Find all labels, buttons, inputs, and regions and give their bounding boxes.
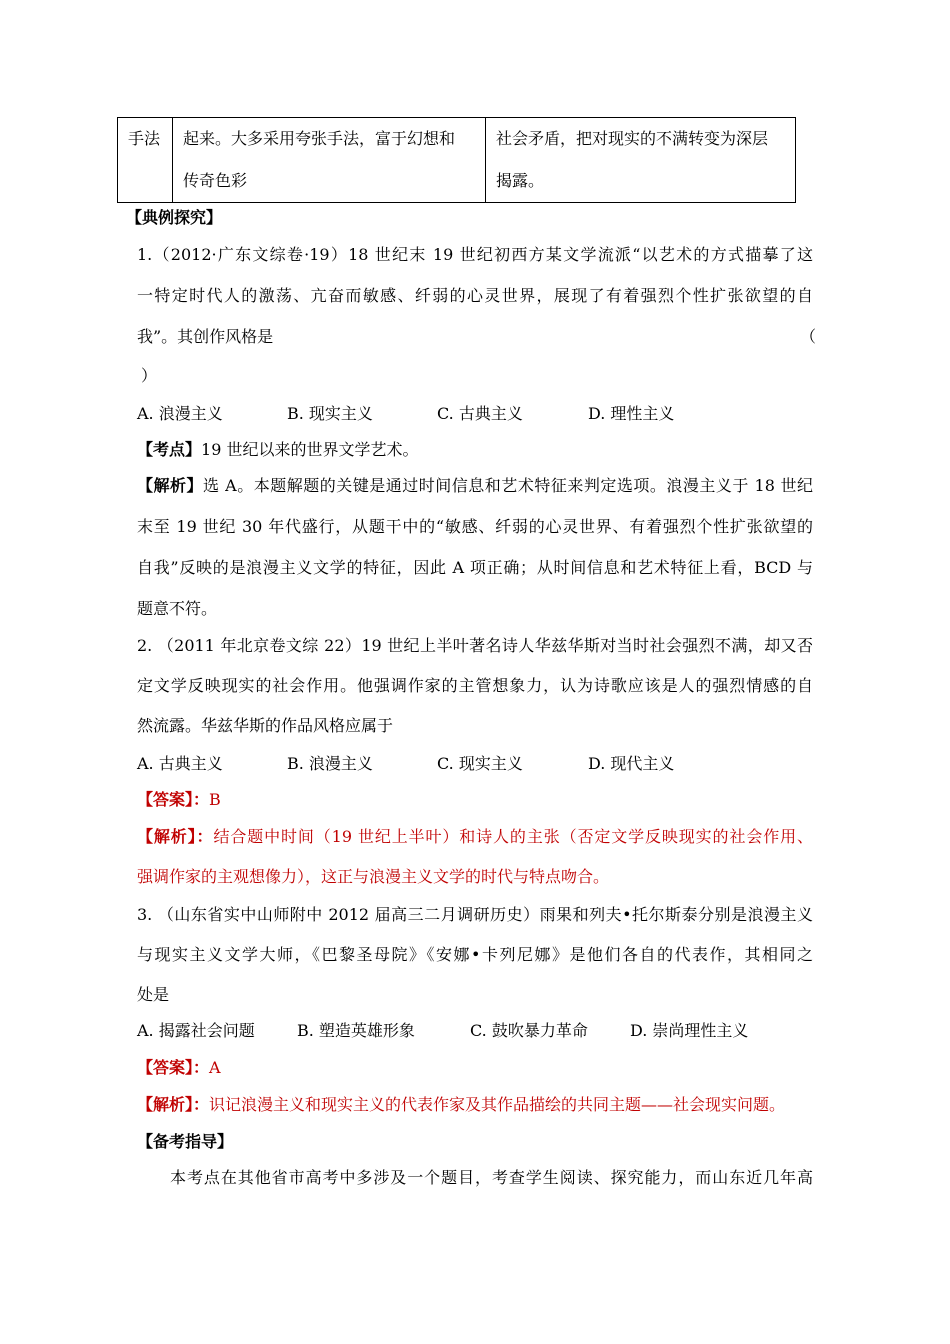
q1-line-1: 1.（2012·广东文综卷·19）18 世纪末 19 世纪初西方某文学流派“以艺术的方式描摹了这 xyxy=(137,245,813,264)
kaodian-text: 19 世纪以来的世界文学艺术。 xyxy=(201,440,419,459)
jiexi-label: 【解析】 xyxy=(137,476,204,495)
section-heading-examples: 【典例探究】 xyxy=(126,208,223,227)
section-heading-guide: 【备考指导】 xyxy=(137,1132,234,1151)
q1-line-2: 一特定时代人的激荡、亢奋而敏感、纤弱的心灵世界，展现了有着强烈个性扩张欲望的自 xyxy=(137,286,813,305)
jiexi-text: 选 A。本题解题的关键是通过时间信息和艺术特征来判定选项。浪漫主义于 18 世纪 xyxy=(203,476,813,495)
q3-line-3: 处是 xyxy=(137,985,170,1004)
q2-jiexi-line-1 xyxy=(137,827,813,847)
q3-line-1: 3. （山东省实中山师附中 2012 届高三二月调研历史）雨果和列夫•托尔斯泰分别是浪漫主义 xyxy=(137,905,813,924)
q1-option-b: B. 现实主义 xyxy=(287,404,373,423)
answer-value: B xyxy=(209,790,221,809)
q1-line-3: 我”。其创作风格是 xyxy=(137,327,274,346)
table-row xyxy=(118,118,796,203)
q2-option-a: A. 古典主义 xyxy=(137,754,223,773)
cell-text: 手法 xyxy=(128,129,161,148)
guide-line-1: 本考点在其他省市高考中多涉及一个题目，考查学生阅读、探究能力，而山东近几年高 xyxy=(170,1168,813,1187)
q3-jiexi xyxy=(137,1095,785,1115)
jiexi-text: 识记浪漫主义和现实主义的代表作家及其作品描绘的共同主题——社会现实问题。 xyxy=(209,1095,786,1114)
q3-option-a: A. 揭露社会问题 xyxy=(137,1021,255,1040)
answer-label: 【答案】： xyxy=(137,790,210,809)
q1-paren-close: ） xyxy=(141,366,158,385)
kaodian-label: 【考点】 xyxy=(137,440,202,459)
q2-option-d: D. 现代主义 xyxy=(588,754,675,773)
q1-option-d: D. 理性主义 xyxy=(588,404,675,423)
jiexi-label: 【解析】： xyxy=(137,1095,210,1114)
q2-line-1: 2. （2011 年北京卷文综 22）19 世纪上半叶著名诗人华兹华斯对当时社会强烈不满，却又否 xyxy=(137,636,813,655)
q1-jiexi-line-1 xyxy=(137,476,813,496)
q1-option-a: A. 浪漫主义 xyxy=(137,404,223,423)
continued-comparison-table xyxy=(117,117,796,203)
q3-option-b: B. 塑造英雄形象 xyxy=(297,1021,415,1040)
jiexi-text: 结合题中时间（19 世纪上半叶）和诗人的主张（否定文学反映现实的社会作用、 xyxy=(213,827,813,846)
q1-kaodian xyxy=(137,440,418,460)
cell-text: 社会矛盾，把对现实的不满转变为深层 xyxy=(496,129,769,148)
q1-option-c: C. 古典主义 xyxy=(437,404,523,423)
q2-line-3: 然流露。华兹华斯的作品风格应属于 xyxy=(137,716,394,735)
cell-text: 传奇色彩 xyxy=(183,171,248,190)
q2-jiexi-line-2: 强调作家的主观想像力），这正与浪漫主义文学的时代与特点吻合。 xyxy=(137,867,610,886)
table-cell-romanticism xyxy=(173,118,486,203)
q2-answer xyxy=(137,790,221,810)
q1-jiexi-line-2: 末至 19 世纪 30 年代盛行，从题干中的“敏感、纤弱的心灵世界、有着强烈个性扩张欲望的 xyxy=(137,517,813,536)
q1-jiexi-line-4: 题意不符。 xyxy=(137,599,218,618)
jiexi-label: 【解析】： xyxy=(137,827,214,846)
table-cell-technique-label xyxy=(118,118,173,203)
q3-option-c: C. 鼓吹暴力革命 xyxy=(470,1021,588,1040)
q2-option-b: B. 浪漫主义 xyxy=(287,754,373,773)
q1-paren-open: （ xyxy=(800,327,817,346)
q2-option-c: C. 现实主义 xyxy=(437,754,523,773)
cell-text: 起来。大多采用夸张手法，富于幻想和 xyxy=(183,129,456,148)
cell-text: 揭露。 xyxy=(496,171,545,190)
answer-label: 【答案】： xyxy=(137,1058,210,1077)
q3-answer xyxy=(137,1058,221,1078)
q3-option-d: D. 崇尚理性主义 xyxy=(630,1021,749,1040)
q3-line-2: 与现实主义文学大师，《巴黎圣母院》《安娜•卡列尼娜》是他们各自的代表作，其相同之 xyxy=(137,945,813,964)
q1-jiexi-line-3: 自我”反映的是浪漫主义文学的特征，因此 A 项正确；从时间信息和艺术特征上看，BCD 与 xyxy=(137,558,813,577)
table-cell-realism xyxy=(486,118,796,203)
answer-value: A xyxy=(209,1058,221,1077)
q2-line-2: 定文学反映现实的社会作用。他强调作家的主管想象力，认为诗歌应该是人的强烈情感的自 xyxy=(137,676,813,695)
